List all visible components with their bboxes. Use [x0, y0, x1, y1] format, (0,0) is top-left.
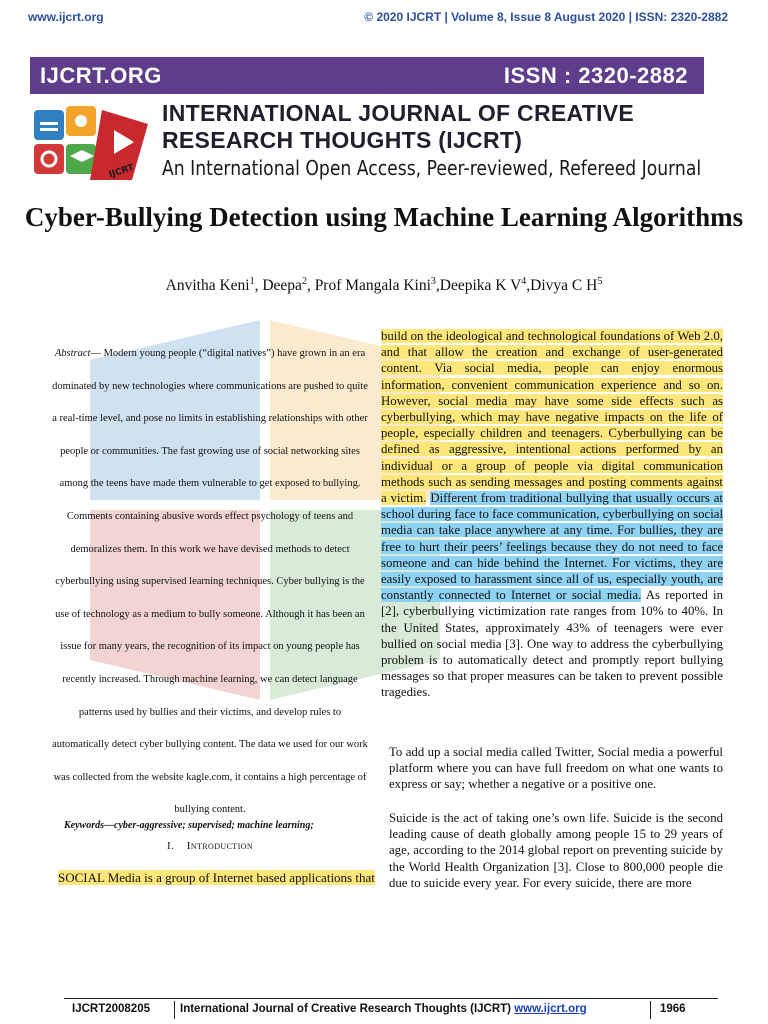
- intro-first-line-text: SOCIAL Media is a group of Internet based applications that: [58, 870, 375, 885]
- abstract-line: use of technology as a medium to bully someone. Although it has been an: [55, 608, 365, 620]
- footer-journal-name: International Journal of Creative Research Thoughts (IJCRT): [180, 1003, 515, 1015]
- footer-divider: [174, 1001, 175, 1019]
- right-column-paragraph: [381, 328, 723, 701]
- author-affiliation-mark: 2: [301, 276, 307, 287]
- abstract-line: cyberbullying using supervised learning techniques. Cyber bullying is the: [55, 576, 365, 588]
- section-number: I.: [166, 840, 175, 852]
- journal-name-line1: INTERNATIONAL JOURNAL OF CREATIVE: [162, 100, 635, 126]
- citation-line: © 2020 IJCRT | Volume 8, Issue 8 August 2020 | ISSN: 2320-2882: [364, 10, 728, 24]
- author-affiliation-mark: 5: [597, 276, 603, 287]
- running-header: [28, 8, 728, 26]
- plain-text: As reported in [2], cyberbullying victimization rate ranges from 10% to 40%. In the United States, approximately 43% of teenagers were ever bullied on social media [3]. One way to address the cyberbullying problem is to automatically detect and promptly report bullying messages so that proper measures can be taken to prevent possible tragedies.: [381, 588, 723, 700]
- author-list: Anvitha Keni$^1$, Deepa$^2$, Prof Mangala Kini$^3$,Deepika K $V^4,Divya$ C $H^5$: [165, 276, 603, 295]
- highlight-blue-text: Different from traditional bullying that usually occurs at school during face to face communication, cyberbullying on social media can take place anywhere at any time. For bullies, they are free to hurt their peers’ feelings because they do not need to face someone and can hide behind the Internet. For victims, they are easily exposed to harassment since all of us, especially youth, are constantly connected to Internet or social media.: [381, 491, 723, 603]
- ijcrt-logo-icon: [30, 100, 156, 190]
- paragraph-suicide: Suicide is the act of taking one’s own life. Suicide is the second leading cause of death globally among people 15 to 29 years of age, according to the 2014 global report on preventing suicide by the World Health Organization [3]. Close to 800,000 people die due to suicide every year. For every suicide, there are more: [389, 811, 723, 890]
- author-name: Divya C H: [530, 277, 598, 295]
- author-name: Deepa: [262, 277, 302, 295]
- author-name: Deepika K V: [439, 277, 522, 295]
- abstract-line: Comments containing abusive words effect psychology of teens and: [66, 510, 354, 522]
- author-affiliation-mark: 1: [249, 276, 255, 287]
- abstract-line: people or communities. The fast growing use of social networking sites: [60, 445, 360, 457]
- paper-title: Cyber-Bullying Detection using Machine Learning Algorithms: [24, 202, 744, 232]
- highlight-yellow-text: build on the ideological and technological foundations of Web 2.0, and that allow the creation and exchange of user-generated content. Via social media, people can enjoy enormous information, convenient communication experience and so on. However, social media may have some side effects such as cyberbullying, which may have negative impacts on the life of people, especially children and teenagers. Cyberbullying can be defined as aggressive, intentional actions performed by an individual or a group of people via digital communication methods such as sending messages and posting comments against a victim.: [381, 329, 723, 506]
- journal-name-block: [162, 100, 722, 182]
- paragraph-twitter: To add up a social media called Twitter, Social media a powerful platform where you can have full freedom on what one wants to express or say; whether a negative or a positive one.: [389, 745, 723, 792]
- abstract-line: a real-time level, and pose no limits in establishing relationships with other: [52, 413, 368, 425]
- abstract-line: issue for many years, the recognition of its impact on young people has: [60, 641, 360, 653]
- page-footer: [64, 998, 718, 1020]
- author-affiliation-mark: 3: [430, 276, 436, 287]
- journal-tagline: An International Open Access, Peer-reviewed, Refereed Journal: [162, 156, 702, 180]
- abstract-line: was collected from the website kagle.com, it contains a high percentage of: [53, 771, 367, 783]
- banner-issn: ISSN : 2320-2882: [503, 63, 688, 88]
- footer-divider: [650, 1001, 651, 1019]
- abstract-line: among the teens have made them vulnerable to get exposed to bullying.: [59, 478, 361, 490]
- abstract-label: Abstract: [54, 348, 91, 359]
- section-heading: [36, 840, 384, 852]
- abstract-line: Abstract— Modern young people (“digital natives”) have grown in an era: [54, 348, 366, 359]
- paper-id: IJCRT2008205: [72, 1003, 150, 1015]
- section-title: Introduction: [186, 840, 254, 852]
- footer-link[interactable]: www.ijcrt.org: [514, 1003, 587, 1015]
- abstract-line: recently increased. Through machine learning, we can detect language: [62, 673, 358, 685]
- abstract-line: automatically detect cyber bullying content. The data we used for our work: [52, 739, 368, 751]
- keywords: Keywords—cyber-aggressive; supervised; machine learning;: [64, 820, 314, 831]
- page-number: 1966: [660, 1003, 686, 1015]
- author-name: Prof Mangala Kini: [314, 277, 431, 295]
- author-name: Anvitha Keni: [165, 277, 250, 295]
- author-affiliation-mark: 4: [521, 276, 527, 287]
- abstract-line: dominated by new technologies where communications are pushed to quite: [52, 380, 368, 392]
- abstract-line: patterns used by bullies and their victims, and develop rules to: [78, 706, 342, 718]
- logo-text: IJCRT: [107, 162, 136, 181]
- banner-site: IJCRT.ORG: [40, 63, 162, 88]
- intro-first-line: [58, 870, 375, 886]
- footer-journal: [180, 1003, 587, 1015]
- site-url[interactable]: www.ijcrt.org: [28, 10, 104, 24]
- abstract-line: bullying content.: [174, 804, 246, 816]
- abstract-line: demoralizes them. In this work we have devised methods to detect: [70, 543, 350, 555]
- journal-banner: [30, 57, 704, 94]
- journal-name-line2: RESEARCH THOUGHTS (IJCRT): [162, 127, 523, 153]
- abstract: [36, 338, 384, 827]
